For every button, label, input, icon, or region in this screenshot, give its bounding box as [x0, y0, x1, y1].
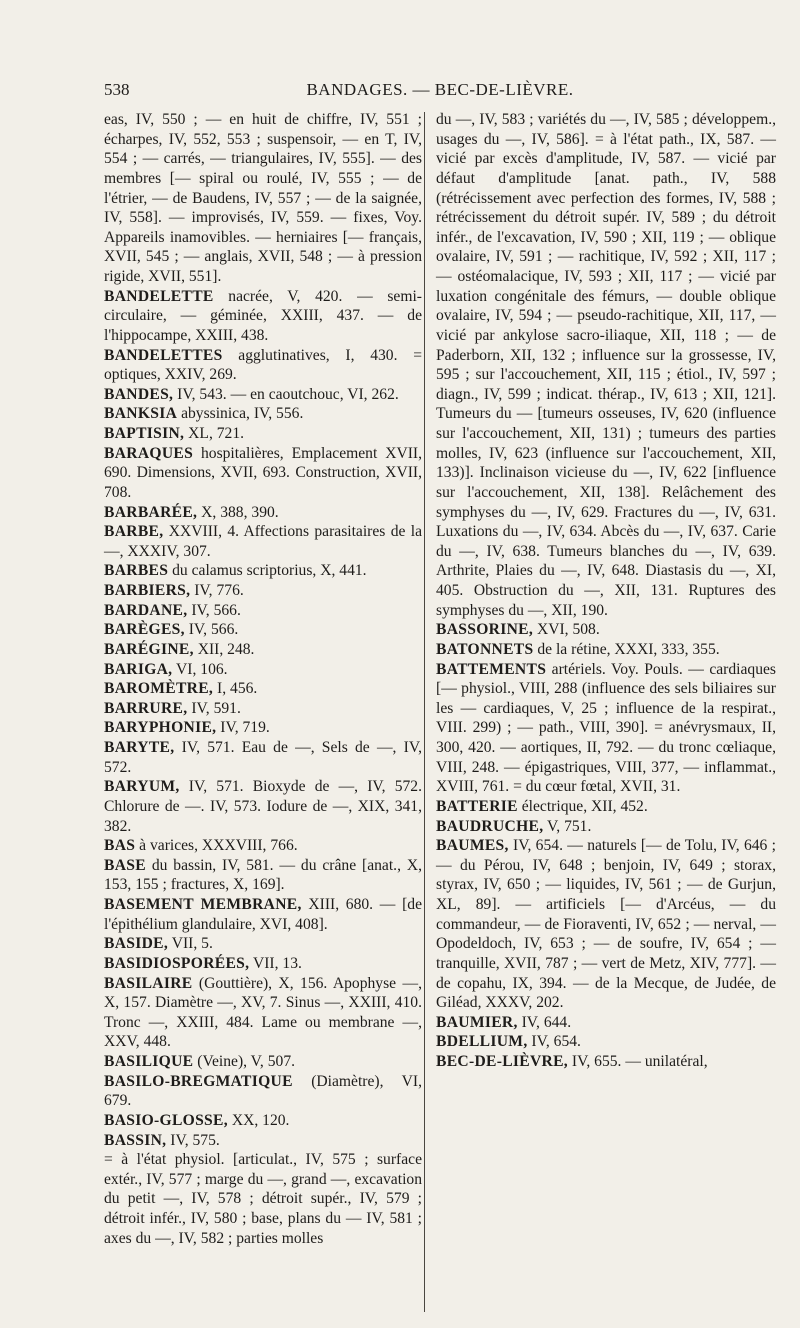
entry-text: I, 456.: [217, 680, 258, 698]
index-entry: [104, 974, 422, 1053]
entry-headword: BANDELETTE: [104, 287, 214, 305]
entry-headword: BASSIN,: [104, 1131, 167, 1149]
index-entry: [104, 444, 422, 503]
index-entry: [436, 817, 776, 837]
index-entry: [104, 287, 422, 346]
index-entry: [104, 346, 422, 385]
page-title: BANDAGES. — BEC-DE-LIÈVRE.: [306, 80, 574, 99]
entry-headword: BARBE,: [104, 523, 164, 541]
entry-text: du calamus scriptorius, X, 441.: [172, 562, 367, 580]
index-entry: [104, 1072, 422, 1111]
entry-text: IV, 571. Bioxyde de —, IV, 572. Chlorure de —. IV, 573. Iodure de —, XIX, 341, 382.: [104, 778, 422, 835]
index-entry: [104, 601, 422, 621]
entry-headword: BANDELETTES: [104, 346, 223, 364]
entry-headword: BAROMÈTRE,: [104, 680, 214, 698]
index-entry: [104, 895, 422, 934]
entry-headword: BARBARÉE,: [104, 503, 198, 521]
entry-headword: BARBES: [104, 562, 169, 580]
entry-headword: BATONNETS: [436, 640, 534, 658]
entry-text: du bassin, IV, 581. — du crâne [anat., X, 153, 155 ; fractures, X, 169].: [104, 856, 423, 894]
entry-text: à varices, XXXVIII, 766.: [139, 837, 298, 855]
entry-headword: BARYPHONIE,: [104, 719, 217, 737]
index-entry: [104, 1052, 422, 1072]
entry-headword: BATTERIE: [436, 797, 518, 815]
index-entry: [436, 110, 776, 620]
entry-headword: BARIGA,: [104, 660, 173, 678]
entry-text: IV, 543. — en caoutchouc, VI, 262.: [177, 385, 399, 403]
index-entry: [436, 660, 776, 797]
entry-text: = à l'état physiol. [articulat., IV, 575 ; surface extér., IV, 577 ; marge du —, grand —, excavation du petit —, IV, 578 ; détroit supér., IV, 579 ; détroit infér., IV, 580 ; base, plans du — IV, 581 ; axes du —, IV, 582 ; parties molles: [104, 1151, 422, 1247]
index-entry: [104, 660, 422, 680]
entry-text: IV, 566.: [188, 621, 239, 639]
entry-text: (Diamètre), VI, 679.: [104, 1072, 422, 1110]
entry-text: IV, 591.: [191, 699, 241, 717]
right-column: [436, 110, 776, 1072]
entry-text: VI, 106.: [176, 660, 228, 678]
entry-headword: BARDANE,: [104, 601, 188, 619]
entry-text: hospitalières, Emplacement XVII, 690. Dimensions, XVII, 693. Construction, XVII, 708.: [104, 444, 423, 501]
index-entry: [104, 934, 422, 954]
index-entry: [104, 522, 422, 561]
page-number: 538: [104, 80, 130, 99]
index-entry: [104, 954, 422, 974]
index-entry: [104, 110, 422, 287]
index-entry: [104, 404, 422, 424]
entry-text: VII, 13.: [252, 954, 302, 972]
entry-text: (Gouttière), X, 156. Apophyse —, X, 157. Diamètre —, XV, 7. Sinus —, XXIII, 410. Tronc —, XXIII, 484. Lame ou membrane —, XXV, 448.: [104, 974, 422, 1051]
entry-headword: BAUMES,: [436, 837, 509, 855]
index-entry: [436, 1032, 776, 1052]
entry-headword: BANDES,: [104, 385, 174, 403]
entry-headword: BARAQUES: [104, 444, 194, 462]
entry-headword: BEC-DE-LIÈVRE,: [436, 1053, 569, 1070]
entry-text: XVI, 508.: [536, 621, 600, 639]
entry-headword: BARYUM,: [104, 778, 180, 796]
index-entry: [436, 836, 776, 1013]
entry-text: abyssinica, IV, 556.: [181, 405, 304, 423]
index-entry: [104, 1150, 422, 1248]
index-entry: [436, 1052, 776, 1072]
entry-headword: BASSORINE,: [436, 621, 534, 639]
index-entry: [104, 640, 422, 660]
entry-text: X, 388, 390.: [201, 503, 279, 521]
entry-headword: BATTEMENTS: [436, 660, 547, 678]
entry-headword: BAUMIER,: [436, 1013, 518, 1031]
entry-text: agglutinatives, I, 430. = optiques, XXIV, 269.: [104, 346, 422, 384]
index-entry: [104, 503, 422, 523]
entry-text: IV, 655. — unilatéral,: [571, 1053, 708, 1070]
entry-headword: BASIDE,: [104, 935, 169, 953]
entry-text: V, 751.: [547, 817, 592, 835]
entry-text: eas, IV, 550 ; — en huit de chiffre, IV, 551 ; écharpes, IV, 552, 553 ; suspensoir, — en T, IV, 554 ; — carrés, — triangulaires, IV, 555]. — des membres [— spiral ou roulé, IV, 555 ; — de l'étrier, — de Baudens, IV, 557 ; — de la saignée, IV, 558]. — improvisés, IV, 559. — fixes, Voy. Appareils inamovibles. — herniaires [— français, XVII, 545 ; — anglais, XVII, 548 ; — à pression rigide, XVII, 551].: [104, 111, 422, 285]
entry-text: nacrée, V, 420. — semi-circulaire, — géminée, XXIII, 437. — de l'hippocampe, XXIII, 438.: [104, 287, 422, 344]
entry-text: électrique, XII, 452.: [521, 797, 648, 815]
entry-headword: BASILO-BREGMATIQUE: [104, 1072, 293, 1090]
index-entry: [104, 620, 422, 640]
entry-text: IV, 644.: [521, 1013, 572, 1031]
entry-headword: BAS: [104, 837, 136, 855]
index-entry: [104, 738, 422, 777]
entry-text: XL, 721.: [188, 425, 245, 442]
index-entry: [436, 620, 776, 640]
index-entry: [104, 424, 422, 444]
column-divider: [424, 112, 425, 1312]
entry-text: IV, 654. — naturels [— de Tolu, IV, 646 ; — du Pérou, IV, 648 ; benjoin, IV, 649 ; storax, styrax, IV, 650 ; — liquides, IV, 561 ; — de Gurjun, XL, 89]. — artificiels [— d'Arcéus, — du commandeur, — de Fioraventi, IV, 652 ; — nerval, — Opodeldoch, IV, 653 ; — de soufre, IV, 654 ; — tranquille, XVII, 787 ; — vert de Metz, XIV, 777]. — de copahu, IX, 394. — de la Mecque, de Judée, de Giléad, XXXV, 202.: [436, 837, 776, 1012]
index-entry: [104, 1131, 422, 1151]
entry-text: IV, 575.: [170, 1131, 220, 1149]
entry-text: XXVIII, 4. Affections parasitaires de la —, XXXIV, 307.: [104, 523, 422, 560]
index-entry: [104, 679, 422, 699]
entry-text: (Veine), V, 507.: [197, 1053, 296, 1070]
entry-headword: BASIO-GLOSSE,: [104, 1111, 228, 1129]
entry-headword: BAUDRUCHE,: [436, 817, 544, 835]
entry-text: XII, 248.: [197, 640, 255, 658]
entry-headword: BARRURE,: [104, 699, 188, 717]
entry-text: IV, 776.: [194, 582, 244, 599]
entry-headword: BARYTE,: [104, 739, 175, 756]
index-entry: [104, 856, 422, 895]
entry-headword: BARÈGES,: [104, 621, 185, 639]
entry-headword: BAPTISIN,: [104, 425, 185, 442]
index-entry: [436, 640, 776, 660]
index-entry: [104, 718, 422, 738]
entry-headword: BANKSIA: [104, 405, 178, 423]
entry-headword: BASILAIRE: [104, 974, 193, 992]
index-entry: [104, 699, 422, 719]
entry-text: de la rétine, XXXI, 333, 355.: [537, 640, 720, 658]
entry-text: du —, IV, 583 ; variétés du —, IV, 585 ; développem., usages du —, IV, 586]. = à l'état path., IX, 587. — vicié par excès d'amplitude, IV, 587. — vicié par défaut d'amplitude [anat. path., IV, 588 (rétrécissement avec perfection des formes, IV, 588 ; rétrécissement du détroit supér. IV, 589 ; du détroit infér., de l'excavation, IV, 590 ; XII, 119 ; — oblique ovalaire, IV, 591 ; — rachitique, IV, 592 ; XII, 117 ; — ostéomalacique, IV, 593 ; XII, 117 ; — vicié par luxation congénitale des fémurs, — double oblique ovalaire, IV, 594 ; — pseudo-rachitique, XII, 117, — vicié par ankylose sacro-iliaque, XII, 118 ; — de Paderborn, XII, 132 ; influence sur la grossesse, IV, 595 ; sur l'accouchement, XII, 115 ; étiol., IV, 597 ; diagn., IV, 599 ; indicat. thérap., IV, 613 ; XII, 121]. Tumeurs du — [tumeurs osseuses, IV, 620 (influence sur l'accouchement, XII, 131) ; tumeurs des parties molles, IV, 623 (influence sur l'accouchement, XII, 133)]. Inclinaison vicieuse du —, IV, 622 [influence sur l'accouchement, XII, 138]. Relâchement des symphyses du —, IV, 629. Fractures du —, IV, 631. Luxations du —, IV, 634. Abcès du —, IV, 637. Carie du —, IV, 638. Tumeurs blanches du —, IV, 639. Arthrite, Plaies du —, IV, 648. Diastasis du —, XI, 405. Obstruction du —, XII, 131. Ruptures des symphyses du —, XII, 190.: [436, 111, 776, 619]
entry-text: IV, 654.: [531, 1033, 581, 1051]
index-entry: [104, 385, 422, 405]
index-entry: [104, 1111, 422, 1131]
entry-headword: BASEMENT MEMBRANE,: [104, 896, 302, 913]
entry-text: IV, 719.: [220, 719, 270, 737]
index-entry: [104, 561, 422, 581]
entry-text: XIII, 680. — [de l'épithélium glandulaire, XVI, 408].: [104, 896, 422, 933]
entry-headword: BASE: [104, 856, 146, 874]
index-entry: [436, 1013, 776, 1033]
entry-headword: BDELLIUM,: [436, 1033, 528, 1051]
left-column: [104, 110, 422, 1248]
index-entry: [104, 581, 422, 601]
entry-headword: BASIDIOSPORÉES,: [104, 954, 250, 972]
entry-text: IV, 566.: [191, 601, 241, 619]
index-entry: [104, 836, 422, 856]
entry-text: VII, 5.: [171, 935, 213, 953]
entry-headword: BARBIERS,: [104, 582, 191, 599]
index-entry: [436, 797, 776, 817]
entry-text: XX, 120.: [231, 1111, 290, 1129]
index-entry: [104, 777, 422, 836]
entry-headword: BASILIQUE: [104, 1053, 194, 1070]
page-header: [104, 80, 776, 106]
entry-text: IV, 571. Eau de —, Sels de —, IV, 572.: [104, 739, 422, 776]
entry-headword: BARÉGINE,: [104, 640, 194, 658]
entry-text: artériels. Voy. Pouls. — cardiaques [— physiol., VIII, 288 (influence des sels biliaires sur les — cardiaques, V, 25 ; influence de la respirat., VIII. 299) ; — path., VIII, 390]. = anévrysmaux, II, 300, 420. — aortiques, II, 792. — du tronc cœliaque, VIII, 248. — épigastriques, VIII, 377, — inflammat., XVIII, 761. = du cœur fœtal, XVII, 31.: [436, 660, 777, 796]
